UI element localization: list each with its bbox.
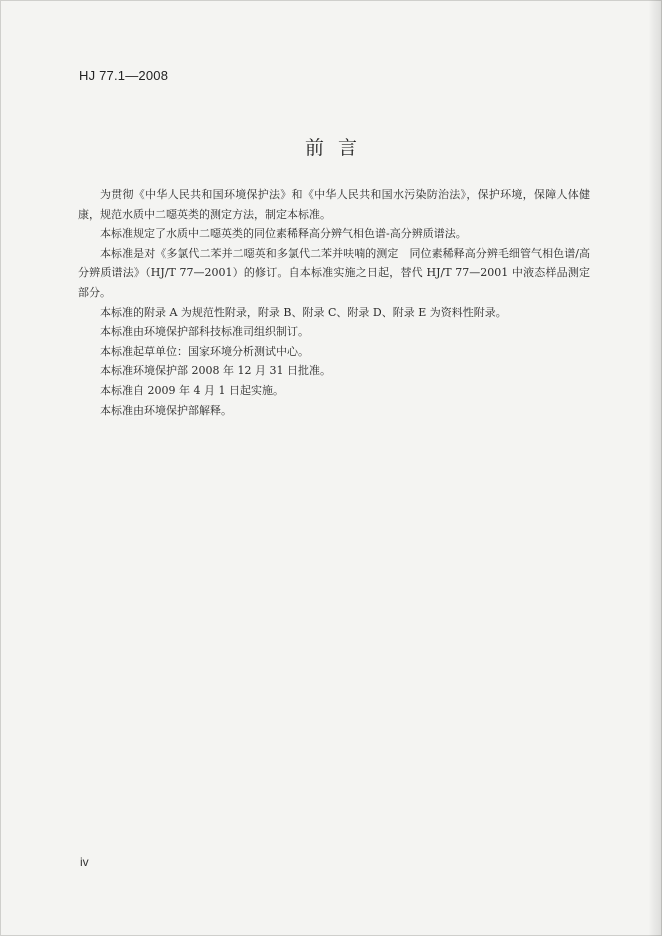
page-title: 前言 <box>304 137 371 159</box>
standard-code: HJ 77.1—2008 <box>79 68 169 83</box>
paragraph-drafting-unit: 本标准起草单位：国家环境分析测试中心。 <box>100 344 309 358</box>
paragraph-appendices: 本标准的附录 A 为规范性附录，附录 B、附录 C、附录 D、附录 E 为资料性附录。 <box>100 305 507 319</box>
paragraph-interpretation: 本标准由环境保护部解释。 <box>100 403 232 417</box>
page-number: iv <box>80 855 89 869</box>
paragraph-effective-date: 本标准自 2009 年 4 月 1 日起实施。 <box>100 383 284 397</box>
paragraph-revision: 本标准是对《多氯代二苯并二噁英和多氯代二苯并呋喃的测定 同位素稀释高分辨毛细管气相色谱/高分辨质谱法》（HJ/T 77—2001）的修订。自本标准实施之日起，替代 HJ/T 77—2001 中液态样品测定部分。 <box>78 246 590 299</box>
paragraph-approval-date: 本标准环境保护部 2008 年 12 月 31 日批准。 <box>100 364 331 378</box>
foreword-body <box>78 185 590 420</box>
paragraph-organizer: 本标准由环境保护部科技标准司组织制订。 <box>100 325 309 339</box>
paragraph-purpose: 为贯彻《中华人民共和国环境保护法》和《中华人民共和国水污染防治法》，保护环境，保障人体健康，规范水质中二噁英类的测定方法，制定本标准。 <box>78 188 590 221</box>
paragraph-scope: 本标准规定了水质中二噁英类的同位素稀释高分辨气相色谱-高分辨质谱法。 <box>100 227 467 241</box>
